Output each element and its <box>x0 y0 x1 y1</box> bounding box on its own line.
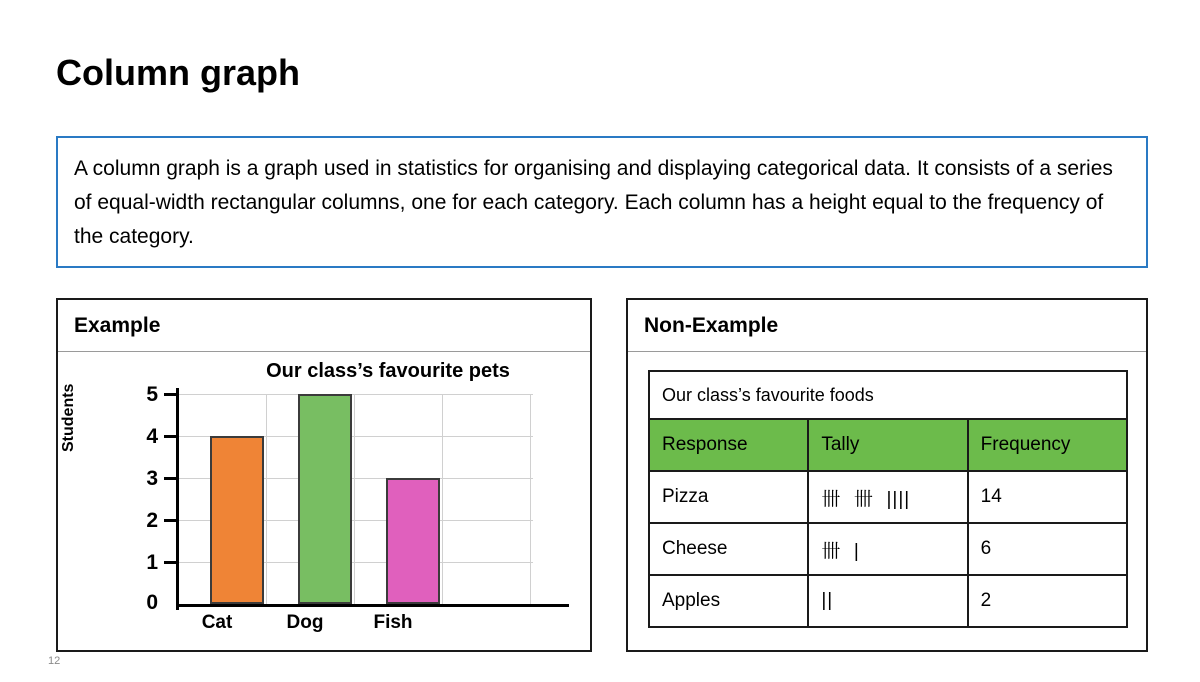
bar-dog <box>298 394 352 604</box>
cell-response: Pizza <box>649 471 808 523</box>
y-tick-mark <box>164 477 178 480</box>
cell-tally: 卌 | <box>808 523 967 575</box>
gridline-vertical <box>530 394 531 604</box>
example-panel <box>56 298 592 652</box>
column-header-response: Response <box>649 419 808 471</box>
y-tick-label: 1 <box>146 551 158 574</box>
definition-box <box>56 136 1148 268</box>
cell-frequency: 2 <box>968 575 1127 627</box>
table-row <box>649 471 1127 523</box>
y-tick-mark <box>164 561 178 564</box>
column-header-frequency: Frequency <box>968 419 1127 471</box>
y-tick-label: 2 <box>146 509 158 532</box>
x-tick-label-dog: Dog <box>286 612 324 633</box>
table-row <box>649 575 1127 627</box>
y-tick-label: 4 <box>146 425 158 448</box>
y-tick-mark <box>164 519 178 522</box>
non-example-panel-header: Non-Example <box>628 300 1146 352</box>
tally-table-wrapper <box>648 370 1128 628</box>
y-tick-label: 5 <box>146 383 158 406</box>
definition-text: A column graph is a graph used in statistics for organising and displaying categorical data. It consists of a series of equal-width rectangular columns, one for each category. Each column has a height equal to the frequency of the category. <box>74 157 1113 249</box>
x-axis-line <box>176 604 569 607</box>
y-tick-label: 3 <box>146 467 158 490</box>
table-caption: Our class’s favourite foods <box>649 371 1127 419</box>
slide-number: 12 <box>48 655 61 667</box>
cell-response: Apples <box>649 575 808 627</box>
y-axis-label: Students <box>60 383 77 452</box>
column-chart <box>58 352 590 652</box>
cell-frequency: 6 <box>968 523 1127 575</box>
table-row <box>649 523 1127 575</box>
table-caption-row <box>649 371 1127 419</box>
y-axis-line <box>176 388 179 610</box>
tally-table <box>648 370 1128 628</box>
gridline-vertical <box>354 394 355 604</box>
page-title: Column graph <box>56 52 300 93</box>
table-header-row <box>649 419 1127 471</box>
gridline-horizontal <box>178 394 533 395</box>
non-example-panel <box>626 298 1148 652</box>
column-header-tally: Tally <box>808 419 967 471</box>
x-tick-label-cat: Cat <box>201 612 233 633</box>
cell-tally: || <box>808 575 967 627</box>
y-tick-label: 0 <box>146 591 158 614</box>
cell-tally: 卌 卌 |||| <box>808 471 967 523</box>
gridline-vertical <box>266 394 267 604</box>
bar-fish <box>386 478 440 604</box>
example-panel-header: Example <box>58 300 590 352</box>
cell-response: Cheese <box>649 523 808 575</box>
y-tick-mark <box>164 393 178 396</box>
bar-cat <box>210 436 264 604</box>
cell-frequency: 14 <box>968 471 1127 523</box>
chart-title: Our class’s favourite pets <box>266 360 510 382</box>
plot-area <box>178 394 533 604</box>
y-tick-mark <box>164 435 178 438</box>
gridline-vertical <box>442 394 443 604</box>
x-tick-label-fish: Fish <box>373 612 413 633</box>
